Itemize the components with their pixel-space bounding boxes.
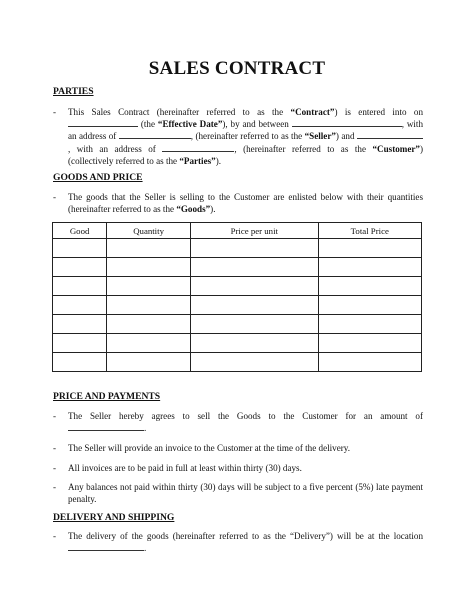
- table-cell[interactable]: [190, 258, 318, 277]
- delivery-location-blank[interactable]: [68, 542, 144, 551]
- table-cell[interactable]: [318, 239, 421, 258]
- customer-address-blank[interactable]: [162, 143, 234, 152]
- table-cell[interactable]: [53, 296, 107, 315]
- table-row: [53, 239, 422, 258]
- document-title: SALES CONTRACT: [148, 58, 326, 79]
- bullet-dash: -: [53, 482, 57, 492]
- table-cell[interactable]: [107, 277, 191, 296]
- section-heading-price: PRICE AND PAYMENTS: [53, 391, 161, 402]
- table-cell[interactable]: [190, 277, 318, 296]
- section-heading-delivery: DELIVERY AND SHIPPING: [53, 512, 175, 523]
- table-cell[interactable]: [53, 239, 107, 258]
- table-cell[interactable]: [107, 239, 191, 258]
- table-cell[interactable]: [107, 296, 191, 315]
- price-item-late-penalty: [53, 481, 423, 505]
- table-header-row: [53, 223, 422, 239]
- table-cell[interactable]: [318, 353, 421, 372]
- customer-name-blank[interactable]: [357, 130, 423, 139]
- table-cell[interactable]: [107, 258, 191, 277]
- table-row: [53, 258, 422, 277]
- table-cell[interactable]: [53, 353, 107, 372]
- section-heading-goods: GOODS AND PRICE: [53, 172, 143, 183]
- table-cell[interactable]: [53, 258, 107, 277]
- price-item-text: The Seller hereby agrees to sell the Goods to the Customer for an amount of .: [68, 411, 423, 434]
- table-row: [53, 277, 422, 296]
- price-item-text: Any balances not paid within thirty (30) days will be subject to a five percent (5%) late payment penalty.: [68, 482, 423, 505]
- table-row: [53, 334, 422, 353]
- parties-text: This Sales Contract (hereinafter referred to as the “Contract”) is entered into on (the “Effective Date”), by and between , with an address of , (hereinafter referred to as the “Seller”) and , with an address of , (hereinafter referred to as the “Customer”) (collectively referred to as the “Parties”).: [68, 107, 424, 166]
- amount-blank[interactable]: [68, 422, 144, 431]
- bullet-dash: -: [53, 411, 57, 421]
- price-item-invoice: [53, 442, 423, 454]
- table-cell[interactable]: [190, 239, 318, 258]
- seller-name-blank[interactable]: [292, 118, 402, 127]
- bullet-dash: -: [53, 443, 57, 453]
- price-item-text: All invoices are to be paid in full at least within thirty (30) days.: [68, 463, 302, 473]
- table-cell[interactable]: [190, 353, 318, 372]
- table-cell[interactable]: [107, 353, 191, 372]
- table-row: [53, 296, 422, 315]
- delivery-item-text: The delivery of the goods (hereinafter referred to as the “Delivery”) will be at the location .: [68, 531, 423, 554]
- seller-address-blank[interactable]: [119, 130, 191, 139]
- bullet-dash: -: [53, 463, 57, 473]
- price-item-payment-term: [53, 462, 423, 474]
- table-cell[interactable]: [107, 334, 191, 353]
- table-cell[interactable]: [318, 315, 421, 334]
- table-cell[interactable]: [53, 277, 107, 296]
- table-row: [53, 353, 422, 372]
- table-cell[interactable]: [318, 296, 421, 315]
- bullet-dash: -: [53, 531, 57, 541]
- price-item-text: The Seller will provide an invoice to the Customer at the time of the delivery.: [68, 443, 350, 453]
- column-header-quantity: Quantity: [107, 223, 191, 239]
- table-cell[interactable]: [190, 315, 318, 334]
- bullet-dash: -: [53, 192, 57, 202]
- goods-table: [52, 222, 422, 372]
- parties-paragraph: [53, 106, 423, 167]
- column-header-price-per-unit: Price per unit: [190, 223, 318, 239]
- goods-paragraph: [53, 191, 423, 215]
- table-cell[interactable]: [318, 258, 421, 277]
- table-cell[interactable]: [107, 315, 191, 334]
- effective-date-blank[interactable]: [68, 118, 138, 127]
- goods-text: The goods that the Seller is selling to the Customer are enlisted below with their quantities (hereinafter referred to as the “Goods”).: [68, 192, 423, 215]
- column-header-good: Good: [53, 223, 107, 239]
- section-heading-parties: PARTIES: [53, 86, 94, 97]
- table-cell[interactable]: [53, 315, 107, 334]
- table-cell[interactable]: [318, 277, 421, 296]
- table-cell[interactable]: [190, 296, 318, 315]
- delivery-item-location: [53, 530, 423, 554]
- bullet-dash: -: [53, 107, 57, 117]
- table-cell[interactable]: [318, 334, 421, 353]
- table-row: [53, 315, 422, 334]
- table-cell[interactable]: [53, 334, 107, 353]
- table-cell[interactable]: [190, 334, 318, 353]
- price-item-amount: [53, 410, 423, 434]
- column-header-total-price: Total Price: [318, 223, 421, 239]
